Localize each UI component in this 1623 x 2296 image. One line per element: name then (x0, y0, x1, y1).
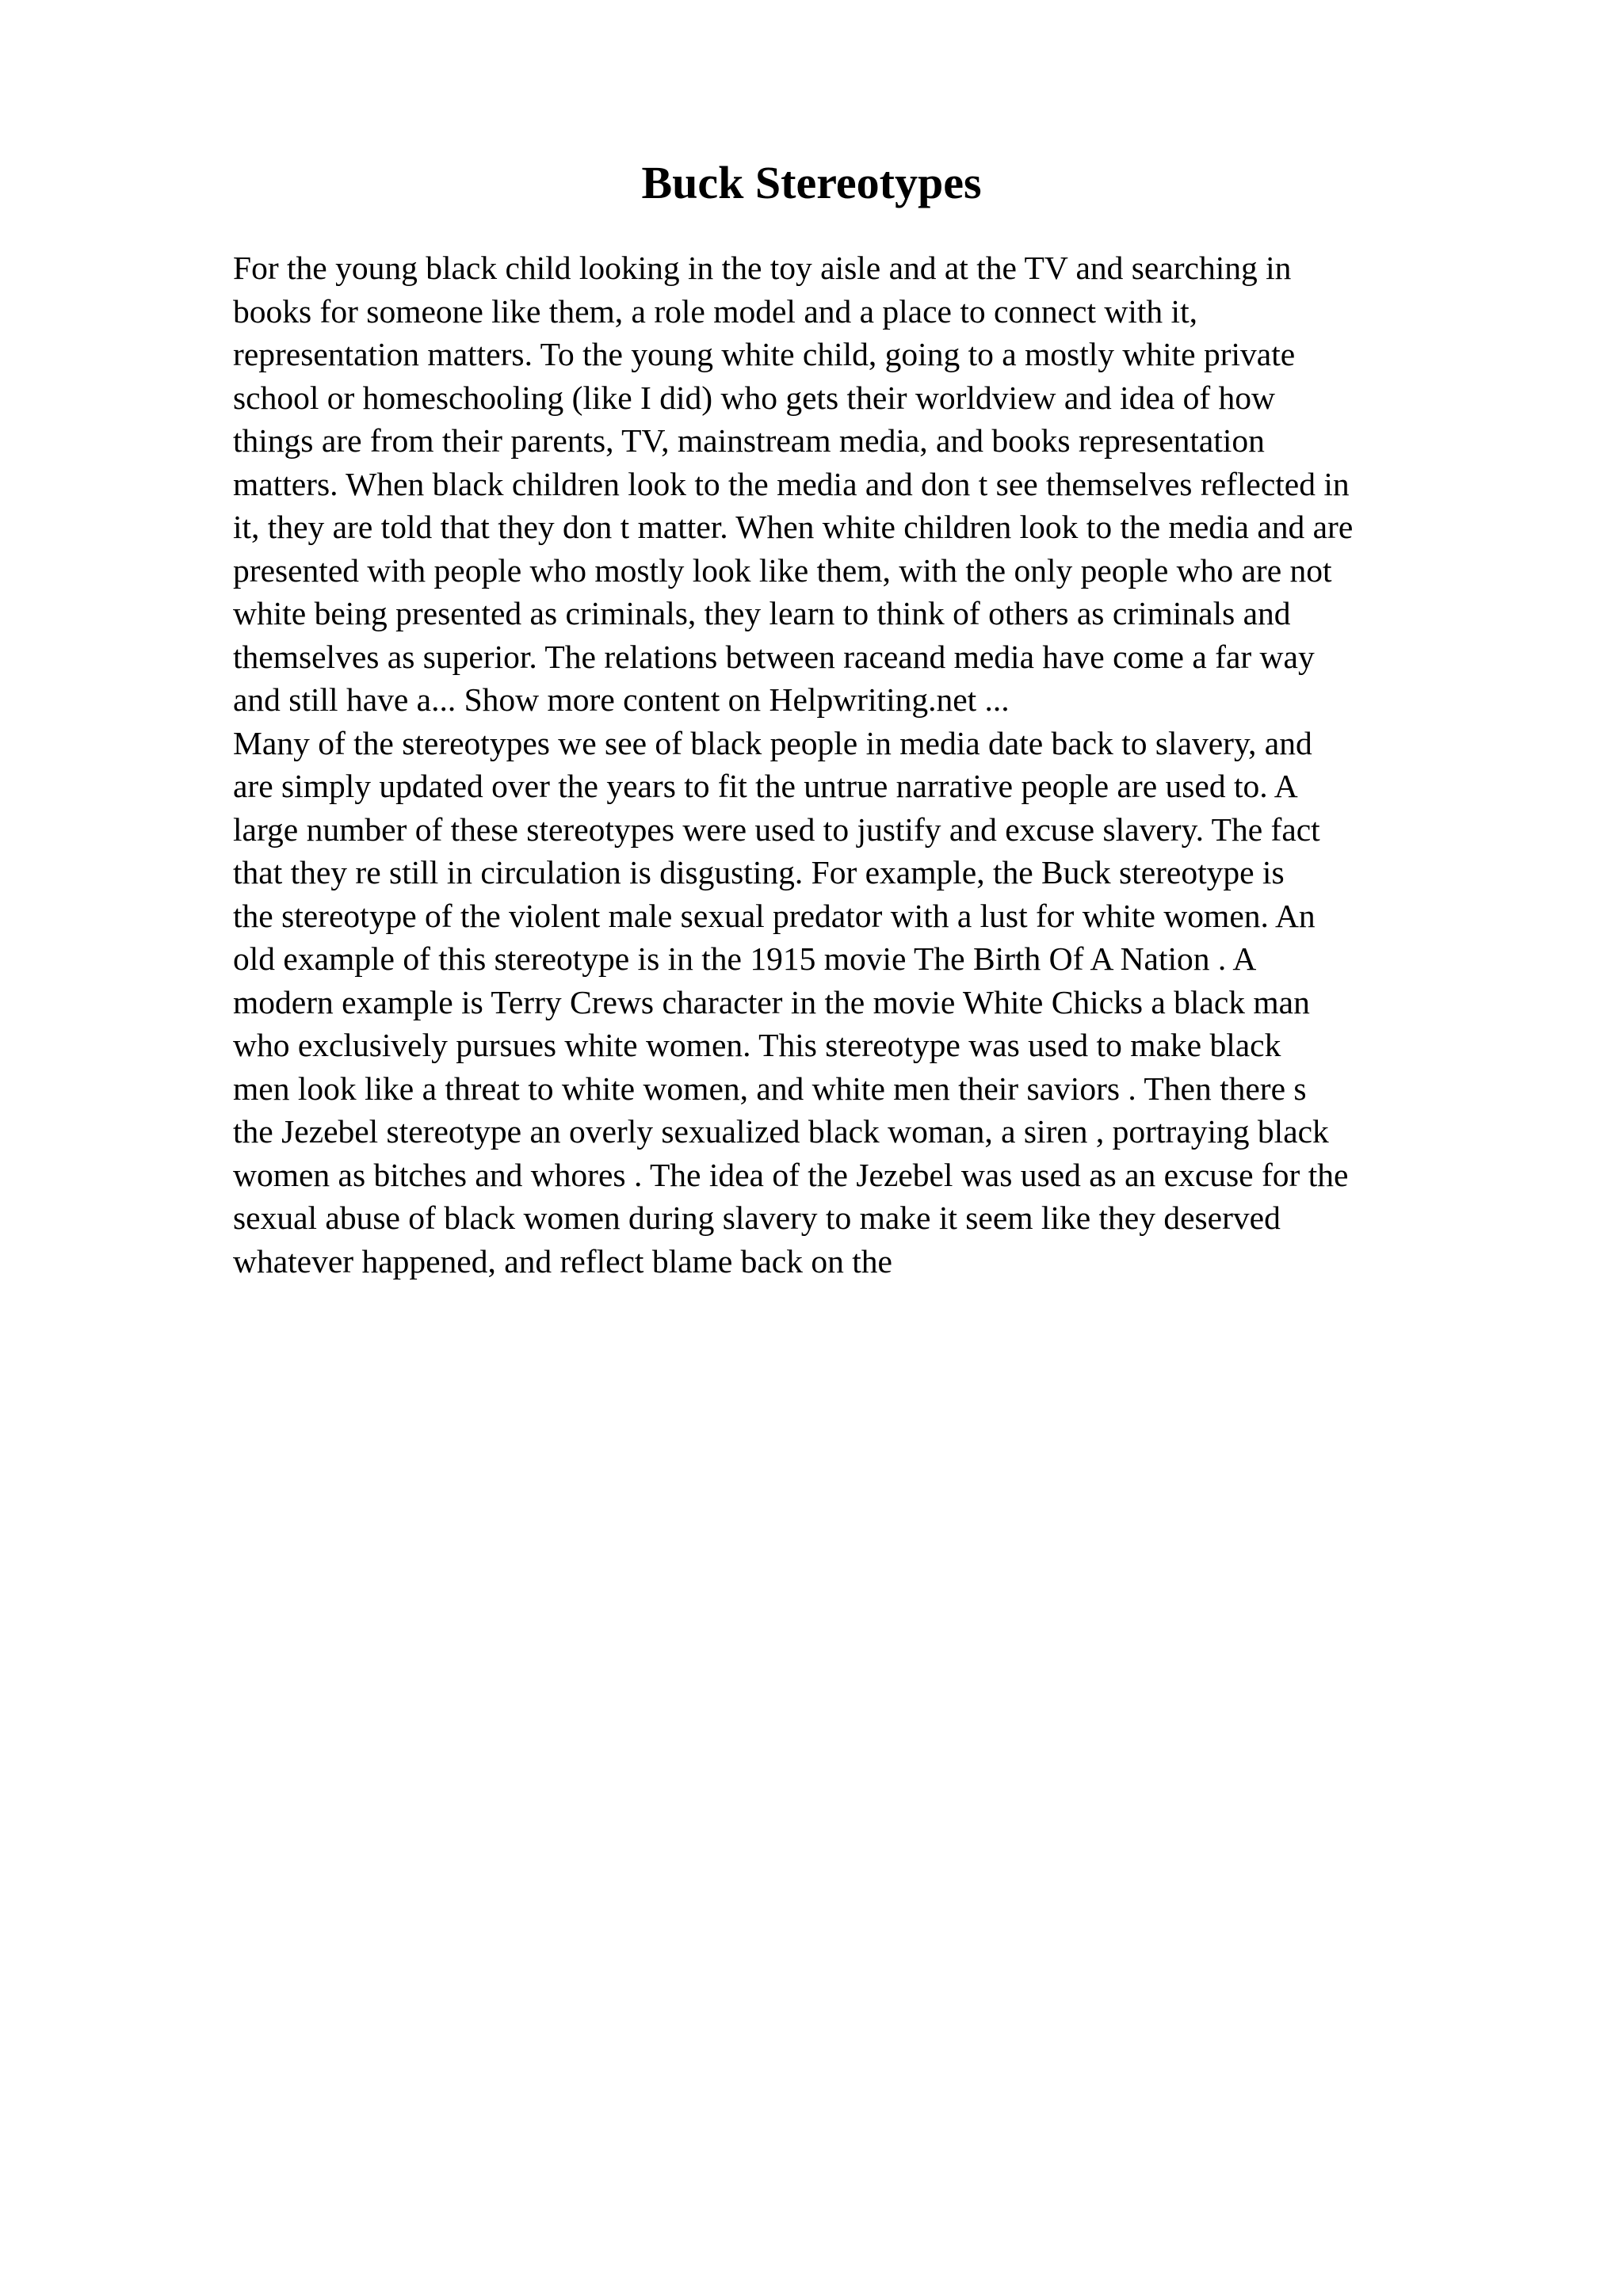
body-line: who exclusively pursues white women. This stereotype was used to make black (233, 1027, 1281, 1063)
body-line: women as bitches and whores . The idea of the Jezebel was used as an excuse for the (233, 1156, 1349, 1193)
body-line: themselves as superior. The relations between raceand media have come a far way (233, 638, 1315, 675)
body-line: men look like a threat to white women, and white men their saviors . Then there s (233, 1070, 1307, 1107)
body-line: white being presented as criminals, they learn to think of others as criminals and (233, 595, 1291, 631)
body-line: matters. When black children look to the media and don t see themselves reflected in (233, 465, 1350, 502)
body-line: the stereotype of the violent male sexual predator with a lust for white women. An (233, 897, 1316, 934)
body-line: books for someone like them, a role model and a place to connect with it, (233, 292, 1197, 330)
body-line: are simply updated over the years to fit the untrue narrative people are used to. A (233, 768, 1298, 804)
document-title: Buck Stereotypes (641, 157, 982, 208)
show-more-line: and still have a... Show more content on Helpwriting.net ... (233, 681, 1010, 718)
body-line: school or homeschooling (like I did) who gets their worldview and idea of how (233, 379, 1276, 416)
body-line: the Jezebel stereotype an overly sexualized black woman, a siren , portraying black (233, 1113, 1329, 1150)
body-line: it, they are told that they don t matter. When white children look to the media and are (233, 509, 1354, 545)
body-line: modern example is Terry Crews character in the movie White Chicks a black man (233, 983, 1310, 1020)
body-line: whatever happened, and reflect blame back on the (233, 1242, 892, 1280)
body-line: things are from their parents, TV, mainstream media, and books representation (233, 422, 1265, 459)
body-line: presented with people who mostly look like them, with the only people who are not (233, 551, 1332, 589)
body-line: representation matters. To the young white child, going to a mostly white private (233, 336, 1296, 372)
body-line: Many of the stereotypes we see of black people in media date back to slavery, and (233, 724, 1312, 761)
body-line: For the young black child looking in the toy aisle and at the TV and searching in (233, 250, 1292, 286)
body-line: large number of these stereotypes were used to justify and excuse slavery. The fact (233, 810, 1320, 848)
body-line: sexual abuse of black women during slavery to make it seem like they deserved (233, 1199, 1281, 1236)
body-line: that they re still in circulation is disgusting. For example, the Buck stereotype is (233, 854, 1285, 891)
body-line: old example of this stereotype is in the 1915 movie The Birth Of A Nation . A (233, 940, 1257, 977)
document-body (233, 246, 1517, 1283)
